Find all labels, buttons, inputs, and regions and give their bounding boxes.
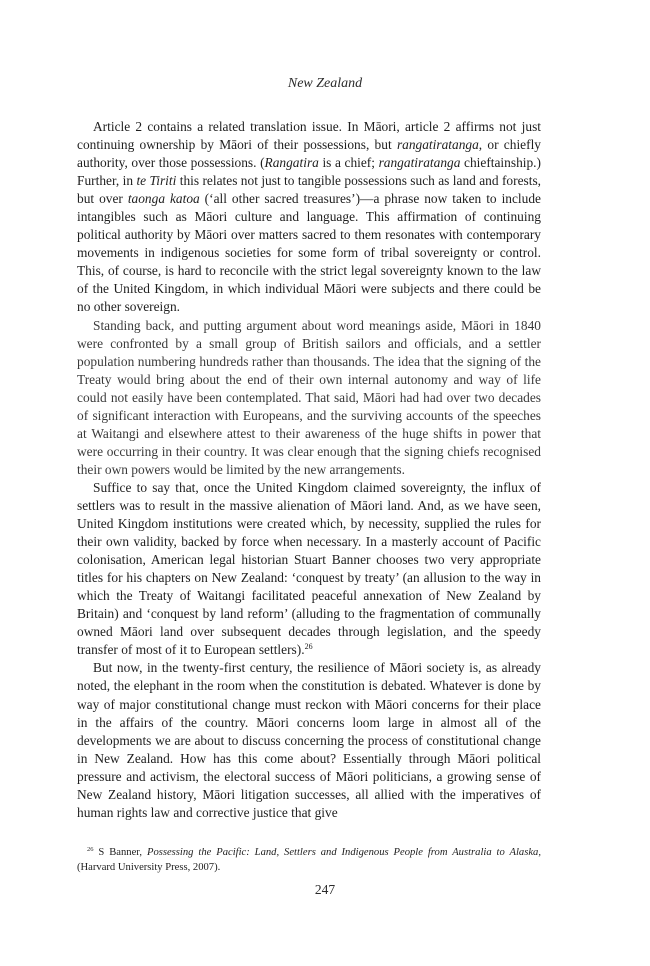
paragraph-4: But now, in the twenty-first century, the resilience of Māori society is, as already noted, the elephant in the room when the constitution is debated. Whatever is done by way of major constitutional change must reckon with Māori concerns for their place in the affairs of the country. Māori concerns loom large in almost all of the developments we are about to discuss concerning the process of constitutional change in New Zealand. How has this come about? Essentially through Māori political pressure and activism, the electoral success of Māori politicians, a growing sense of New Zealand history, Māori litigation successes, all allied with the imperatives of human rights law and corrective justice that give <box>77 660 541 820</box>
paragraph-1-italic-rangatiratanga-2: rangatiratanga <box>378 155 461 171</box>
paragraph-1-text-1: Article 2 contains a related translation issue. In Māori, article 2 affirms not just continuing ownership by Māori of their possessions, but <box>77 119 541 153</box>
running-head: New Zealand <box>287 76 363 91</box>
paragraph-1-text-2: , or chiefly authority, over those possessions. ( <box>77 137 541 171</box>
footnote <box>77 846 541 875</box>
paragraph-1-italic-taonga-katoa: taonga katoa <box>127 191 200 207</box>
footnote-reference[interactable]: 26 <box>304 642 313 652</box>
paragraph-3-text: Suffice to say that, once the United Kingdom claimed sovereignty, the influx of settlers was to result in the massive alienation of Māori land. And, as we have seen, United Kingdom institutions were created which, by necessity, supplied the rules for their own validity, backed by force when necessary. In a masterly account of Pacific colonisation, American legal historian Stuart Banner chooses two very appropriate titles for his chapters on New Zealand: ‘conquest by treaty’ (an allusion to the way in which the Treaty of Waitangi facilitated peaceful annexation of New Zealand by Britain) and ‘conquest by land reform’ (alluding to the fragmentation of communally owned Māori land over subsequent decades through legislation, and the speedy transfer of most of it to European settlers). <box>77 479 541 658</box>
paragraph-1-italic-rangatira: Rangatira <box>264 155 319 171</box>
paragraph-1-italic-rangatiratanga: rangatiratanga <box>396 137 479 153</box>
footnote-publisher: (Harvard University Press, 2007). <box>77 861 221 873</box>
page-number: 247 <box>314 882 336 897</box>
paragraph-1 <box>77 118 541 317</box>
paragraph-1-text-5: this relates not just to tangible possessions such as land and forests, but over <box>77 173 542 207</box>
footnote-number: 26 <box>87 846 94 853</box>
paragraph-3 <box>77 479 541 659</box>
paragraph-1-italic-te-tiriti: te Tiriti <box>136 173 177 189</box>
main-body-text <box>77 118 541 822</box>
footnote-26 <box>77 846 541 875</box>
paragraph-1-text-6: (‘all other sacred treasures’)—a phrase now taken to include intangibles such as Māori culture and language. This affirmation of continuing political authority by Māori over matters sacred to them resonates with contemporary movements in indigenous societies for some form of tribal sovereignty or control. This, of course, is hard to reconcile with the strict legal sovereignty known to the law of the United Kingdom, in which individual Māori were subjects and there could be no other sovereign. <box>77 191 541 315</box>
footnote-book-title: Possessing the Pacific: Land, Settlers and Indigenous People from Australia to Alaska, <box>146 847 541 858</box>
paragraph-1-text-4: chieftainship.) Further, in <box>77 155 541 189</box>
paragraph-1-text-3: is a chief; <box>318 155 379 171</box>
footnote-author: S Banner, <box>93 847 147 858</box>
paragraph-2: Standing back, and putting argument about word meanings aside, Māori in 1840 were confronted by a small group of British sailors and officials, and a settler population numbering hundreds rather than thousands. The idea that the signing of the Treaty would bring about the end of their own internal autonomy and way of life could not easily have been contemplated. That said, Māori had had over two decades of significant interaction with Europeans, and the surviving accounts of the speeches at Waitangi and elsewhere attest to their awareness of the huge shifts in power that were occurring in their country. It was clear enough that the signing chiefs recognised their own powers would be limited by the new arrangements. <box>77 317 541 477</box>
